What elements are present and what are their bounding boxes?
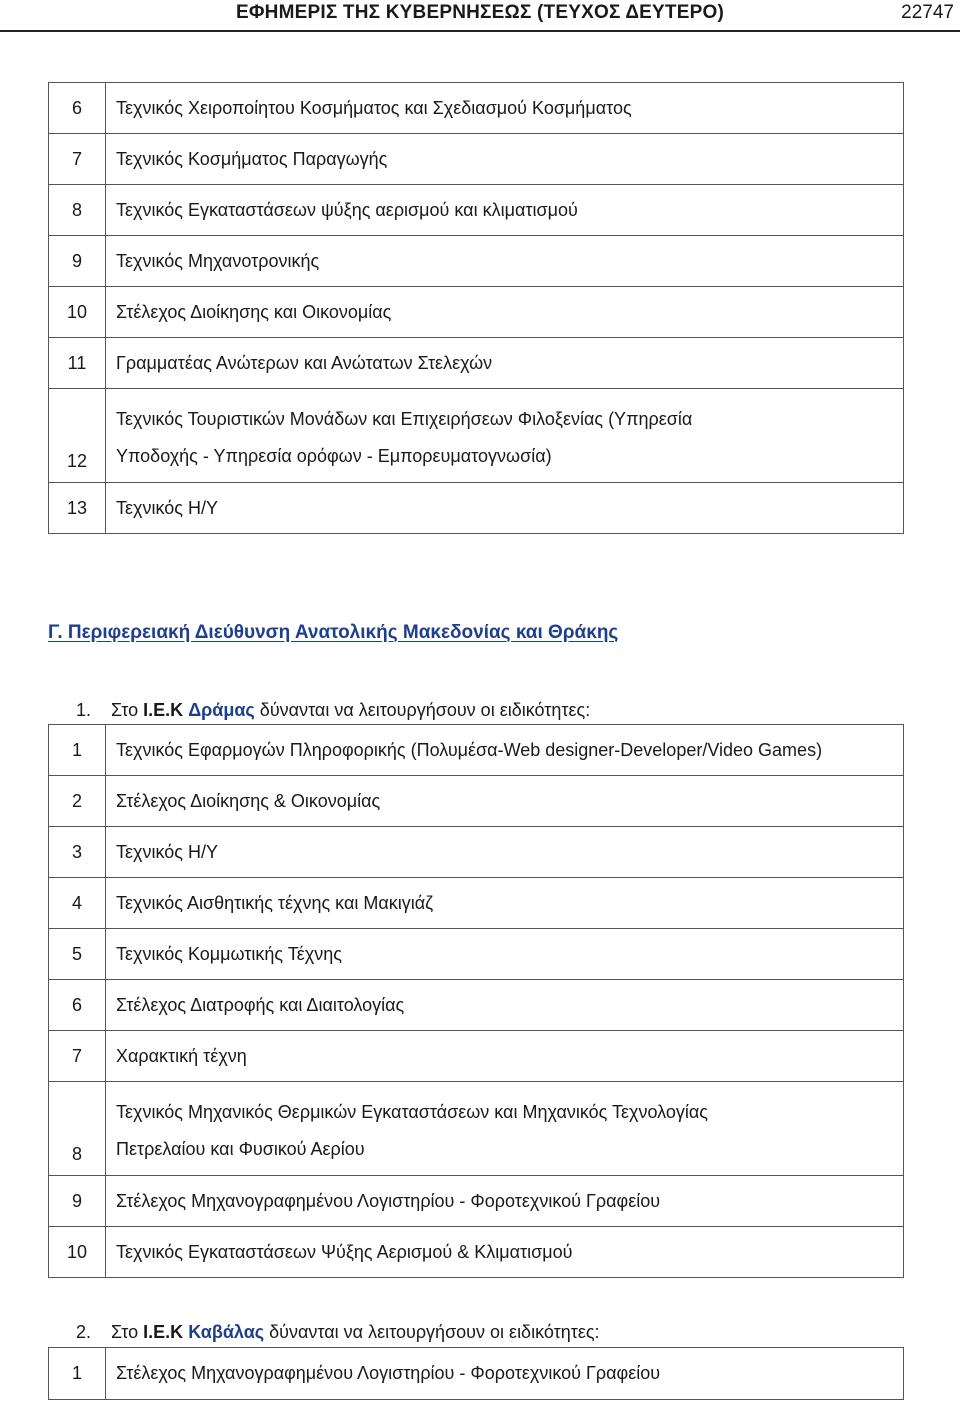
specialty-name: Χαρακτική τέχνη [106, 1031, 904, 1082]
table-row [49, 776, 904, 827]
row-number: 9 [49, 236, 106, 287]
row-number: 6 [49, 83, 106, 134]
subsection-suffix: δύνανται να λειτουργήσουν οι ειδικότητες: [259, 700, 591, 720]
specialties-table-continued [48, 82, 904, 534]
table-row [49, 1176, 904, 1227]
specialty-name: Τεχνικός Εγκαταστάσεων Ψύξης Αερισμού & Κλιματισμού [106, 1227, 904, 1278]
table-row [49, 1227, 904, 1278]
specialty-name: Τεχνικός Εφαρμογών Πληροφορικής (Πολυμέσα-Web designer-Developer/Video Games) [106, 725, 904, 776]
row-number: 7 [49, 1031, 106, 1082]
row-number: 5 [49, 929, 106, 980]
gazette-title: ΕΦΗΜΕΡΙΣ ΤΗΣ ΚΥΒΕΡΝΗΣΕΩΣ (ΤΕΥΧΟΣ ΔΕΥΤΕΡΟ) [236, 2, 724, 23]
specialty-name: Τεχνικός Μηχανοτρονικής [106, 236, 904, 287]
table-row [49, 287, 904, 338]
subsection-city: Δράμας [188, 700, 255, 720]
subsection-suffix: δύνανται να λειτουργήσουν οι ειδικότητες: [269, 1322, 600, 1342]
specialty-name: Τεχνικός Η/Υ [106, 827, 904, 878]
specialty-name: Τεχνικός Αισθητικής τέχνης και Μακιγιάζ [106, 878, 904, 929]
subsection-drama [76, 700, 590, 721]
specialty-name: Στέλεχος Διατροφής και Διαιτολογίας [106, 980, 904, 1031]
page-number: 22747 [901, 2, 954, 23]
row-number: 8 [49, 185, 106, 236]
table-row [49, 725, 904, 776]
table-row [49, 83, 904, 134]
table-row [49, 827, 904, 878]
subsection-index: 2. [76, 1322, 92, 1342]
specialty-name-line2: Υποδοχής - Υπηρεσία ορόφων - Εμπορευματογνωσία) [116, 445, 552, 466]
specialty-name: Στέλεχος Μηχανογραφημένου Λογιστηρίου - Φοροτεχνικού Γραφείου [106, 1348, 904, 1400]
row-number: 6 [49, 980, 106, 1031]
table-row [49, 1031, 904, 1082]
table-body [49, 83, 904, 534]
row-number: 13 [49, 483, 106, 534]
table-row [49, 483, 904, 534]
specialty-name-line1: Τεχνικός Τουριστικών Μονάδων και Επιχειρήσεων Φιλοξενίας (Υπηρεσία [116, 409, 693, 429]
row-number: 10 [49, 1227, 106, 1278]
specialty-name: Τεχνικός Κομμωτικής Τέχνης [106, 929, 904, 980]
specialty-name: Στέλεχος Διοίκησης & Οικονομίας [106, 776, 904, 827]
row-number: 1 [49, 1348, 106, 1400]
table-row [49, 134, 904, 185]
specialty-name: Τεχνικός Κοσμήματος Παραγωγής [106, 134, 904, 185]
table-body [49, 725, 904, 1278]
table-row [49, 185, 904, 236]
specialty-name: Τεχνικός Χειροποίητου Κοσμήματος και Σχεδιασμού Κοσμήματος [106, 83, 904, 134]
specialty-name: Στέλεχος Διοίκησης και Οικονομίας [106, 287, 904, 338]
subsection-city: Καβάλας [188, 1322, 265, 1342]
row-number: 3 [49, 827, 106, 878]
table-row [49, 338, 904, 389]
row-number: 2 [49, 776, 106, 827]
table-row [49, 929, 904, 980]
table-row [49, 1348, 904, 1400]
subsection-prefix: Στο [111, 700, 139, 720]
specialty-name: Τεχνικός Η/Υ [106, 483, 904, 534]
row-number: 4 [49, 878, 106, 929]
specialty-name-line1: Τεχνικός Μηχανικός Θερμικών Εγκαταστάσεων και Μηχανικός Τεχνολογίας [116, 1102, 708, 1122]
table-row [49, 389, 904, 483]
row-number: 10 [49, 287, 106, 338]
row-number: 7 [49, 134, 106, 185]
subsection-index: 1. [76, 700, 92, 720]
table-row [49, 980, 904, 1031]
row-number: 8 [49, 1082, 106, 1176]
subsection-iek: Ι.Ε.Κ [143, 700, 184, 720]
specialty-name-cell [106, 1082, 904, 1176]
row-number: 11 [49, 338, 106, 389]
subsection-kavala [76, 1322, 600, 1343]
table-row [49, 236, 904, 287]
specialties-table-drama [48, 724, 904, 1278]
specialty-name: Τεχνικός Εγκαταστάσεων ψύξης αερισμού και κλιματισμού [106, 185, 904, 236]
specialty-name-cell [106, 389, 904, 483]
specialty-name: Στέλεχος Μηχανογραφημένου Λογιστηρίου - Φοροτεχνικού Γραφείου [106, 1176, 904, 1227]
section-heading: Γ. Περιφερειακή Διεύθυνση Ανατολικής Μακεδονίας και Θράκης [48, 622, 619, 643]
row-number: 12 [49, 389, 106, 483]
subsection-iek: Ι.Ε.Κ [143, 1322, 184, 1342]
specialty-name-line2: Πετρελαίου και Φυσικού Αερίου [116, 1138, 365, 1159]
page-header [0, 0, 960, 32]
row-number: 1 [49, 725, 106, 776]
table-row [49, 878, 904, 929]
row-number: 9 [49, 1176, 106, 1227]
specialties-table-kavala [48, 1347, 904, 1400]
specialty-name: Γραμματέας Ανώτερων και Ανώτατων Στελεχών [106, 338, 904, 389]
table-body [49, 1348, 904, 1400]
table-row [49, 1082, 904, 1176]
subsection-prefix: Στο [111, 1322, 139, 1342]
